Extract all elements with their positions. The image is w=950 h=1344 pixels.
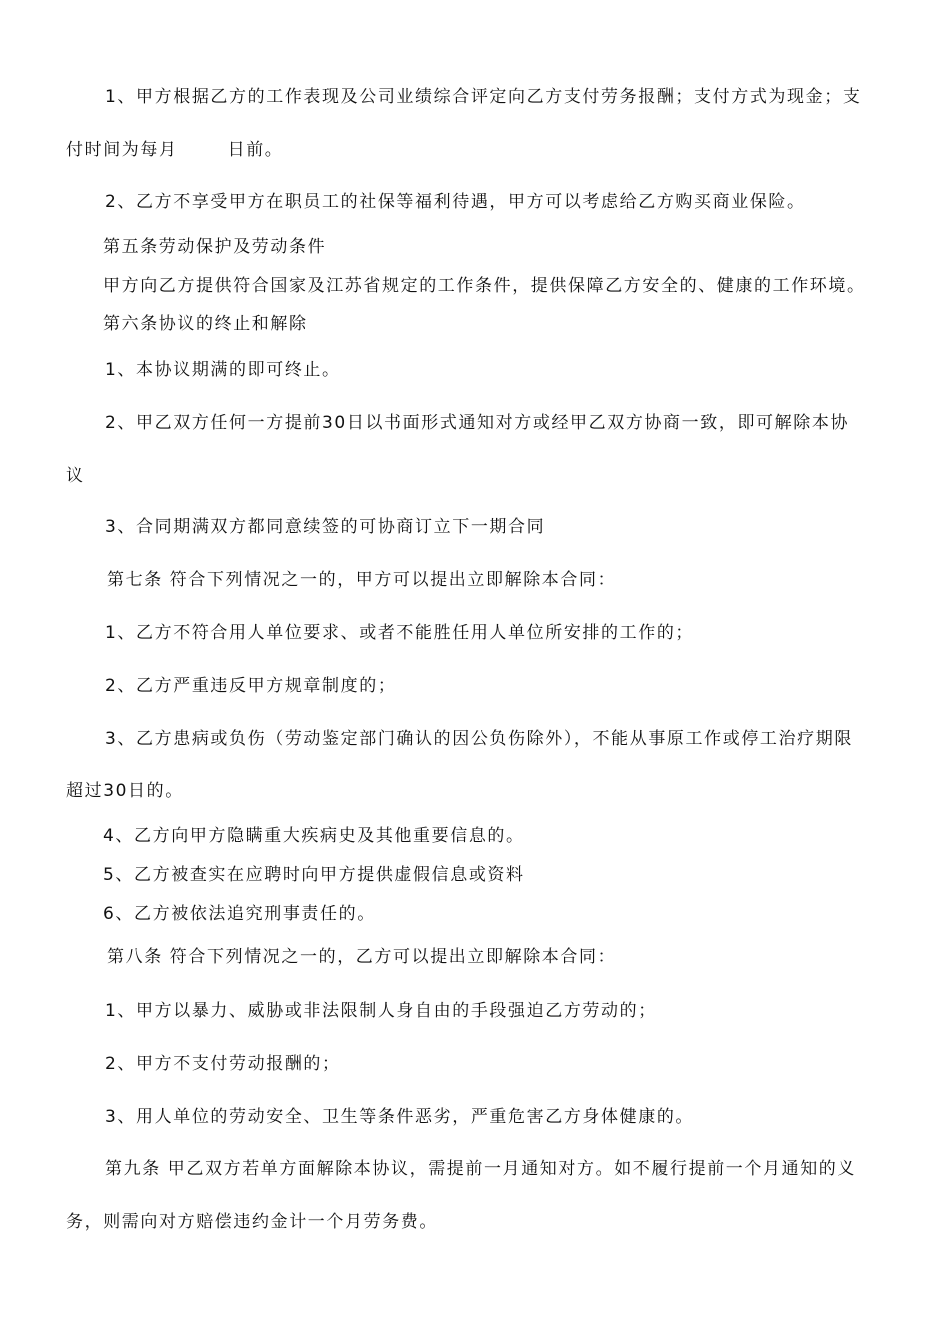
article8-item1: 1、甲方以暴力、威胁或非法限制人身自由的手段强迫乙方劳动的； [105,1001,657,1021]
article6-item3: 3、合同期满双方都同意续签的可协商订立下一期合同 [105,517,546,537]
article6-item1: 1、本协议期满的即可终止。 [105,360,341,380]
clause-insurance: 2、乙方不享受甲方在职员工的社保等福利待遇，甲方可以考虑给乙方购买商业保险。 [105,192,806,212]
article6-title: 第六条协议的终止和解除 [103,314,308,334]
article8-item2: 2、甲方不支付劳动报酬的； [105,1054,341,1074]
article7-item2: 2、乙方严重违反甲方规章制度的； [105,676,397,696]
article9-line2: 务，则需向对方赔偿违约金计一个月劳务费。 [66,1212,438,1232]
article8-item3: 3、用人单位的劳动安全、卫生等条件恶劣，严重危害乙方身体健康的。 [105,1107,695,1127]
article7-item6: 6、乙方被依法追究刑事责任的。 [103,904,376,924]
article5-title: 第五条劳动保护及劳动条件 [103,237,327,257]
clause-payment-line2 [66,140,283,160]
article7-item3-line1: 3、乙方患病或负伤（劳动鉴定部门确认的因公负伤除外），不能从事原工作或停工治疗期限 [105,729,853,749]
article5-text: 甲方向乙方提供符合国家及江苏省规定的工作条件，提供保障乙方安全的、健康的工作环境。 [103,276,866,296]
payment-time-prefix: 付时间为每月 [66,140,178,160]
article7-item4: 4、乙方向甲方隐瞒重大疾病史及其他重要信息的。 [103,826,525,846]
article7-item3-line2: 超过30日的。 [66,781,184,801]
article6-item2-line1: 2、甲乙双方任何一方提前30日以书面形式通知对方或经甲乙双方协商一致，即可解除本协 [105,413,850,433]
article7-item1: 1、乙方不符合用人单位要求、或者不能胜任用人单位所安排的工作的； [105,623,695,643]
payment-time-suffix: 日前。 [227,140,284,160]
article6-item2-line2: 议 [66,466,85,486]
article7-item5: 5、乙方被查实在应聘时向甲方提供虚假信息或资料 [103,865,525,885]
clause-payment-line1: 1、甲方根据乙方的工作表现及公司业绩综合评定向乙方支付劳务报酬；支付方式为现金；支 [105,87,862,107]
article8-title: 第八条 符合下列情况之一的，乙方可以提出立即解除本合同： [107,947,617,967]
article7-title: 第七条 符合下列情况之一的，甲方可以提出立即解除本合同： [107,570,617,590]
article9-line1: 第九条 甲乙双方若单方面解除本协议，需提前一月通知对方。如不履行提前一个月通知的义 [105,1159,857,1179]
